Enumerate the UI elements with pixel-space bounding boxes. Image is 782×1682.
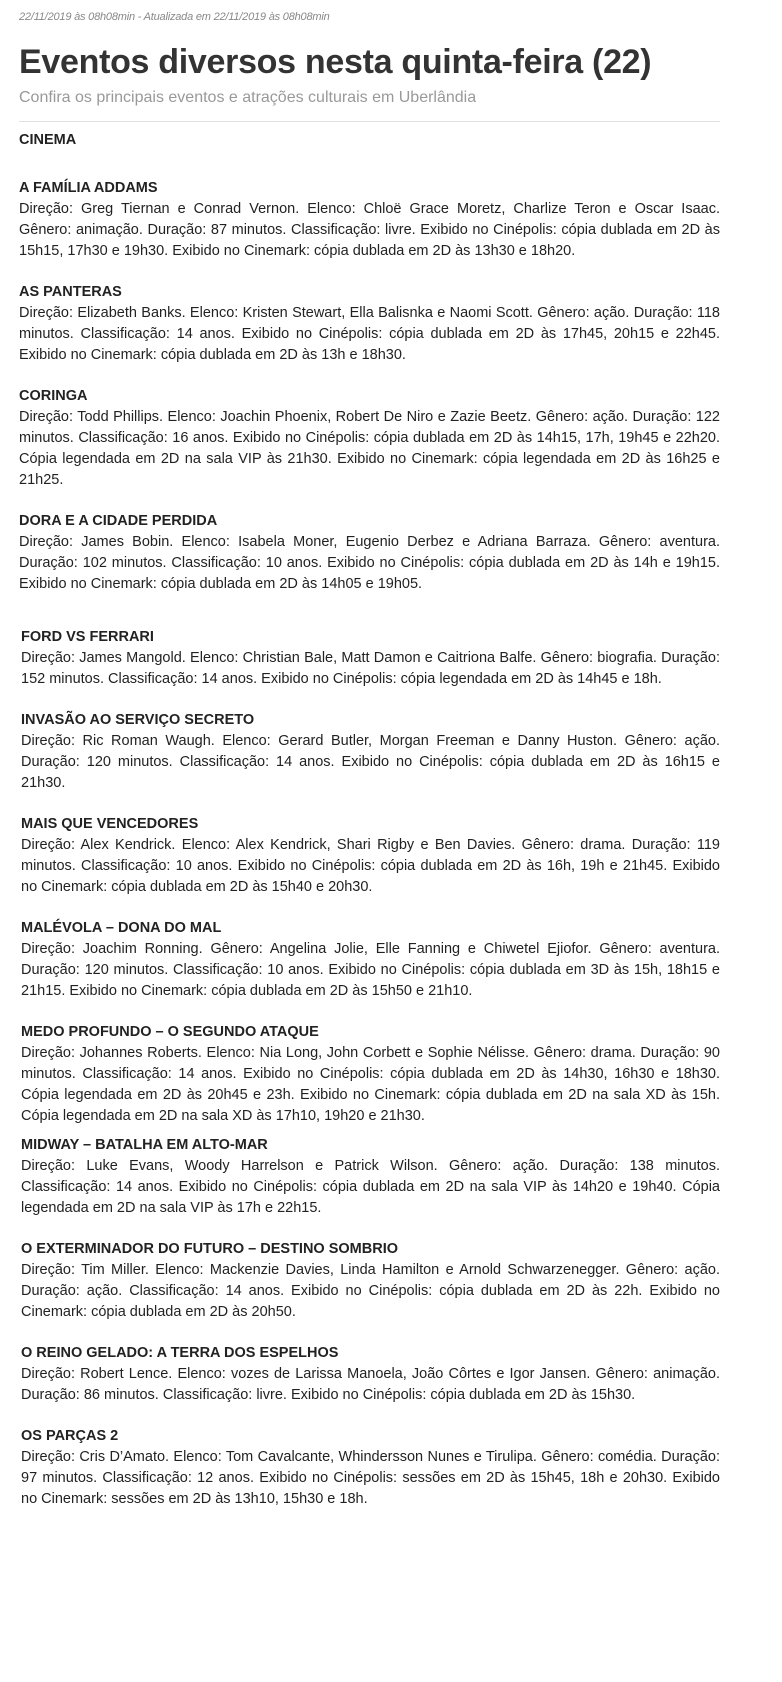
film-title: FORD VS FERRARI	[21, 629, 154, 645]
film-description: Direção: Robert Lence. Elenco: vozes de Larissa Manoela, João Côrtes e Igor Jansen. Gênero: animação. Duração: 86 minutos. Classificação: livre. Exibido no Cinépolis: cópia dublada em 2D às 15h30.	[21, 1366, 720, 1403]
film-description: Direção: Alex Kendrick. Elenco: Alex Kendrick, Shari Rigby e Ben Davies. Gênero: drama. Duração: 119 minutos. Classificação: 10 anos. Exibido no Cinépolis: cópia dublada em 2D às 16h, 19h e 21h45. Exibido no Cinemark: cópia dublada em 2D às 15h40 e 20h30.	[21, 837, 720, 895]
film-title: MEDO PROFUNDO – O SEGUNDO ATAQUE	[21, 1024, 319, 1040]
film-description: Direção: Johannes Roberts. Elenco: Nia Long, John Corbett e Sophie Nélisse. Gênero: drama. Duração: 90 minutos. Classificação: 14 anos. Exibido no Cinépolis: cópia dublada em 2D às 14h30, 16h30 e 18h30. Cópia legendada em 2D às 20h45 e 23h. Exibido no Cinemark: cópia dublada em 2D na sala XD às 15h. Cópia legendada em 2D na sala XD às 17h10, 19h20 e 21h30.	[21, 1045, 720, 1124]
film-title: INVASÃO AO SERVIÇO SECRETO	[21, 712, 255, 728]
film-entry	[19, 282, 720, 366]
film-entry	[19, 178, 720, 262]
film-entry	[19, 1343, 720, 1406]
film-title: AS PANTERAS	[19, 284, 122, 300]
page-subtitle: Confira os principais eventos e atrações culturais em Uberlândia	[19, 89, 477, 106]
film-title: OS PARÇAS 2	[21, 1428, 119, 1444]
film-title: MAIS QUE VENCEDORES	[21, 816, 199, 832]
film-entry	[19, 386, 720, 491]
film-title: O REINO GELADO: A TERRA DOS ESPELHOS	[21, 1345, 339, 1361]
film-description: Direção: James Bobin. Elenco: Isabela Moner, Eugenio Derbez e Adriana Barraza. Gênero: aventura. Duração: 102 minutos. Classificação: 10 anos. Exibido no Cinépolis: cópia dublada em 2D às 14h e 19h15. Exibido no Cinemark: cópia dublada em 2D às 14h05 e 19h05.	[19, 534, 720, 592]
film-title: CORINGA	[19, 388, 88, 404]
film-title: MIDWAY – BATALHA EM ALTO-MAR	[21, 1137, 268, 1153]
film-description: Direção: Luke Evans, Woody Harrelson e Patrick Wilson. Gênero: ação. Duração: 138 minutos. Classificação: 14 anos. Exibido no Cinépolis: cópia dublada em 2D na sala VIP às 14h20 e 19h40. Cópia legendada em 2D na sala VIP às 17h e 22h15.	[21, 1158, 720, 1216]
film-description: Direção: Joachim Ronning. Gênero: Angelina Jolie, Elle Fanning e Chiwetel Ejiofor. Gênero: aventura. Duração: 120 minutos. Classificação: 10 anos. Exibido no Cinépolis: cópia dublada em 3D às 15h, 18h15 e 21h15. Exibido no Cinemark: cópia dublada em 2D às 15h50 e 21h10.	[21, 941, 720, 999]
film-title: A FAMÍLIA ADDAMS	[19, 180, 158, 196]
publish-timestamp: 22/11/2019 às 08h08min - Atualizada em 22/11/2019 às 08h08min	[19, 11, 330, 23]
film-description: Direção: Ric Roman Waugh. Elenco: Gerard Butler, Morgan Freeman e Danny Huston. Gênero: ação. Duração: 120 minutos. Classificação: 14 anos. Exibido no Cinépolis: cópia dublada em 2D às 16h15 e 21h30.	[21, 733, 720, 791]
film-entry	[19, 1239, 720, 1323]
film-entry	[19, 1022, 720, 1127]
film-entry	[19, 814, 720, 898]
section-heading-cinema: CINEMA	[19, 132, 77, 148]
film-entry	[19, 710, 720, 794]
film-entry	[19, 918, 720, 1002]
film-title: DORA E A CIDADE PERDIDA	[19, 513, 218, 529]
film-description: Direção: Todd Phillips. Elenco: Joachin Phoenix, Robert De Niro e Zazie Beetz. Gênero: ação. Duração: 122 minutos. Classificação: 16 anos. Exibido no Cinépolis: cópia dublada em 2D às 14h15, 17h, 19h45 e 22h20. Cópia legendada em 2D na sala VIP às 21h30. Exibido no Cinemark: cópia legendada em 2D às 16h25 e 21h25.	[19, 409, 720, 488]
film-title: O EXTERMINADOR DO FUTURO – DESTINO SOMBRIO	[21, 1241, 399, 1257]
divider	[19, 121, 720, 122]
film-title: MALÉVOLA – DONA DO MAL	[21, 920, 222, 936]
film-description: Direção: Elizabeth Banks. Elenco: Kristen Stewart, Ella Balisnka e Naomi Scott. Gênero: ação. Duração: 118 minutos. Classificação: 14 anos. Exibido no Cinépolis: cópia dublada em 2D às 17h45, 20h15 e 22h45. Exibido no Cinemark: cópia dublada em 2D às 13h e 18h30.	[19, 305, 720, 363]
page-title: Eventos diversos nesta quinta-feira (22)	[19, 43, 652, 81]
film-description: Direção: Greg Tiernan e Conrad Vernon. Elenco: Chloë Grace Moretz, Charlize Teron e Oscar Isaac. Gênero: animação. Duração: 87 minutos. Classificação: livre. Exibido no Cinépolis: cópia dublada em 2D às 15h15, 17h30 e 19h30. Exibido no Cinemark: cópia dublada em 2D às 13h30 e 18h20.	[19, 201, 720, 259]
film-entry	[19, 1135, 720, 1219]
film-description: Direção: James Mangold. Elenco: Christian Bale, Matt Damon e Caitriona Balfe. Gênero: biografia. Duração: 152 minutos. Classificação: 14 anos. Exibido no Cinépolis: cópia legendada em 2D às 14h45 e 18h.	[21, 650, 720, 687]
film-description: Direção: Cris D’Amato. Elenco: Tom Cavalcante, Whindersson Nunes e Tirulipa. Gênero: comédia. Duração: 97 minutos. Classificação: 12 anos. Exibido no Cinépolis: sessões em 2D às 15h45, 18h e 20h30. Exibido no Cinemark: sessões em 2D às 13h10, 15h30 e 18h.	[21, 1449, 720, 1507]
film-entry	[19, 627, 720, 690]
film-entry	[19, 511, 720, 595]
film-entry	[19, 1426, 720, 1510]
film-description: Direção: Tim Miller. Elenco: Mackenzie Davies, Linda Hamilton e Arnold Schwarzenegger. Gênero: ação. Duração: ação. Classificação: 14 anos. Exibido no Cinépolis: cópia dublada em 2D às 22h. Exibido no Cinemark: cópia dublada em 2D às 20h50.	[21, 1262, 720, 1320]
